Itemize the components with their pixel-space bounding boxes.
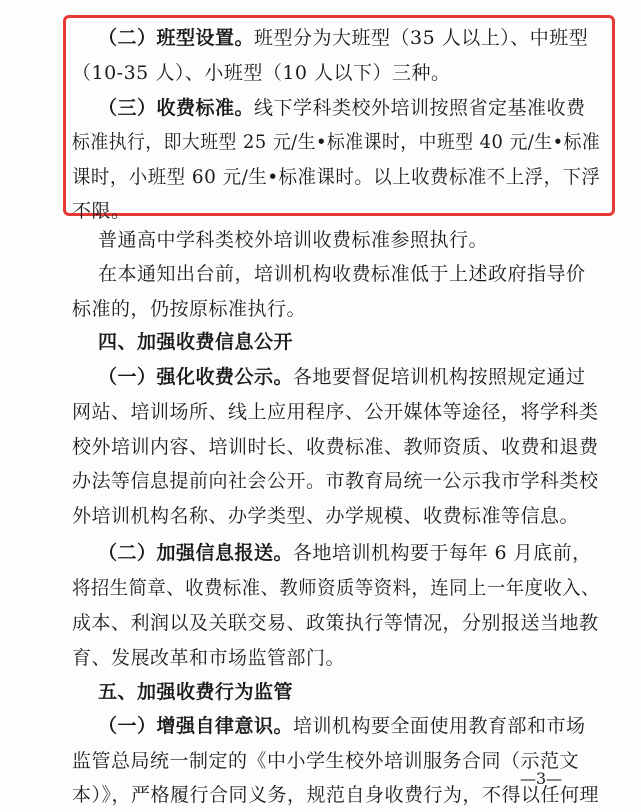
text-line [72, 56, 451, 90]
text-line-content: （10-35 人）、小班型（10 人以下）三种。 [72, 62, 451, 84]
text-line-content: 成本、利润以及关联交易、政策执行等情况，分别报送当地教 [72, 612, 599, 634]
section-heading-5 [98, 675, 293, 709]
section-heading-text: 四、加强收费信息公开 [98, 331, 294, 353]
text-line-content: 监管总局统一制定的《中小学生校外培训服务合同（示范文 [72, 750, 580, 772]
text-line [72, 606, 599, 640]
text-line [72, 160, 600, 194]
item-lead: （二）加强信息报送。 [98, 542, 294, 564]
item-text: 班型分为大班型（35 人以上）、中班型 [254, 27, 589, 49]
text-line-content: 将招生简章、收费标准、教师资质等资料，连同上一年度收入、 [72, 577, 600, 599]
text-line-content: 标准的，仍按原标准执行。 [72, 298, 307, 320]
text-line [72, 395, 599, 429]
text-line [72, 292, 306, 326]
text-line-content: 不限。 [72, 200, 131, 222]
text-line-content: 在本通知出台前，培训机构收费标准低于上述政府指导价 [98, 263, 586, 285]
item-text: 各地培训机构要于每年 6 月底前， [293, 542, 592, 564]
text-line [72, 744, 579, 778]
item-text: 培训机构要全面使用教育部和市场 [293, 715, 586, 737]
text-line [72, 641, 345, 675]
page-number: —3— [520, 769, 563, 788]
text-line-content: 外培训机构名称、办学类型、办学规模、收费标准等信息。 [72, 505, 580, 527]
text-line-content: 网站、培训场所、线上应用程序、公开媒体等途径，将学科类 [72, 401, 599, 423]
paragraph-fee-standard [98, 91, 586, 125]
text-line [72, 499, 579, 533]
section-heading-4 [98, 325, 293, 359]
text-line [72, 464, 599, 498]
text-line-content: 普通高中学科类校外培训收费标准参照执行。 [98, 229, 489, 251]
text-line [72, 430, 599, 464]
item-lead: （二）班型设置。 [98, 27, 255, 49]
text-line [98, 257, 586, 291]
item-text: 线下学科类校外培训按照省定基准收费 [254, 97, 586, 119]
text-line [72, 571, 600, 605]
text-line-content: 标准执行，即大班型 25 元/生•标准课时，中班型 40 元/生•标准 [72, 131, 601, 153]
text-line-content: 校外培训内容、培训时长、收费标准、教师资质、收费和退费 [72, 436, 599, 458]
text-line-content: 办法等信息提前向社会公开。市教育局统一公示我市学科类校 [72, 470, 599, 492]
text-line-content: 本）》，严格履行合同义务，规范自身收费行为，不得以任何理 [72, 784, 600, 806]
paragraph-class-setting [98, 21, 588, 55]
item-lead: （一）强化收费公示。 [98, 366, 294, 388]
paragraph-info-reporting [98, 536, 592, 570]
item-text: 各地要督促培训机构按照规定通过 [293, 366, 586, 388]
text-line-content: 课时，小班型 60 元/生•标准课时。以上收费标准不上浮，下浮 [72, 166, 601, 188]
paragraph-fee-publicity [98, 360, 586, 394]
item-lead: （一）增强自律意识。 [98, 715, 294, 737]
paragraph-self-discipline [98, 709, 586, 743]
section-heading-text: 五、加强收费行为监管 [98, 681, 294, 703]
text-line-content: 育、发展改革和市场监管部门。 [72, 647, 346, 669]
item-lead: （三）收费标准。 [98, 97, 255, 119]
text-line [98, 223, 488, 257]
text-line [72, 125, 600, 159]
